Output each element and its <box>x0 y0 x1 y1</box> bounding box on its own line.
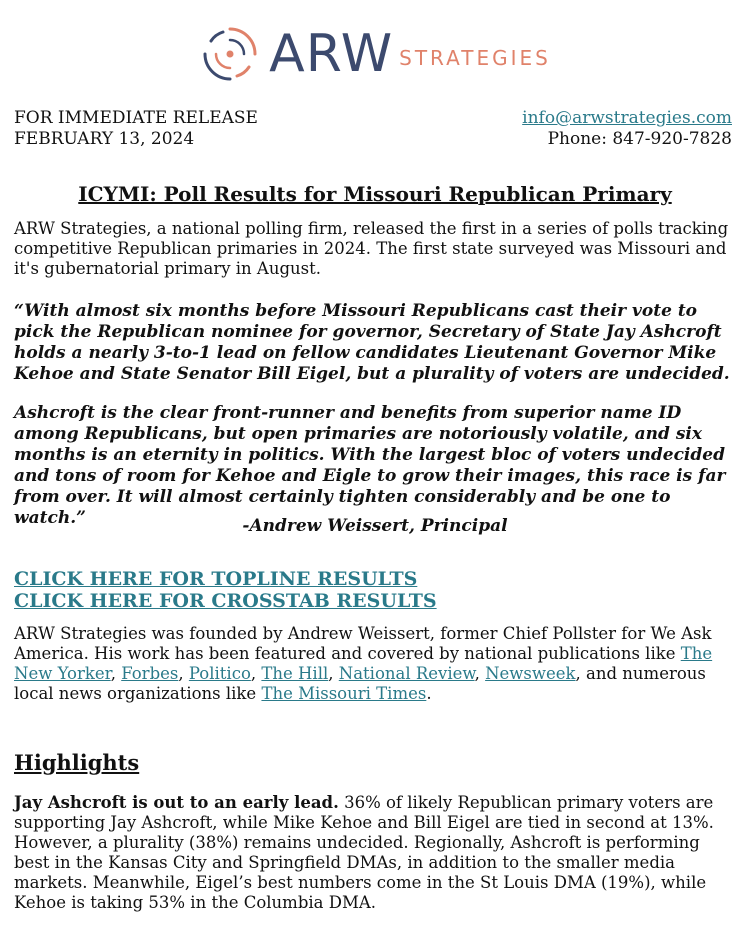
quote-attribution: -Andrew Weissert, Principal <box>242 516 508 536</box>
highlights-paragraph <box>14 793 739 913</box>
about-text-2: , and numerous local news organizations like <box>14 664 706 703</box>
intro-paragraph: ARW Strategies, a national polling firm, released the first in a series of polls tracking competitive Republican primaries in 2024. The first state surveyed was Missouri and it's gubernatorial primary in August. <box>14 219 729 278</box>
local-link-missouri-times[interactable]: The Missouri Times <box>261 684 427 703</box>
logo-secondary: STRATEGIES <box>399 46 551 70</box>
pub-link-national-review[interactable]: National Review <box>338 664 475 683</box>
highlights-heading: Highlights <box>14 750 140 775</box>
highlights-lead: Jay Ashcroft is out to an early lead. <box>14 793 339 812</box>
logo <box>0 14 750 94</box>
release-info <box>14 108 258 150</box>
release-label: FOR IMMEDIATE RELEASE <box>14 108 258 128</box>
about-paragraph: ARW Strategies was founded by Andrew Weissert, former Chief Pollster for We Ask America. His work has been featured and covered by national publications like The New Yorker, Forbes, Politico, The Hill, National Review, Newsweek, and numerous local news organizations like The Missouri Times. <box>14 624 713 703</box>
target-arcs-icon <box>199 23 261 85</box>
email-link[interactable]: info@arwstrategies.com <box>522 108 732 128</box>
quote-paragraph-2: Ashcroft is the clear front-runner and benefits from superior name ID among Republicans, but open primaries are notoriously volatile, and six months is an eternity in politics. With the largest bloc of voters undecided and tons of room for Kehoe and Eigle to grow their images, this race is far from over. It will almost certainly tighten considerably and be one to watch.” <box>14 403 726 528</box>
pub-link-new-yorker[interactable]: The New Yorker <box>14 644 713 683</box>
pub-link-politico[interactable]: Politico <box>188 664 251 683</box>
highlights-body: 36% of likely Republican primary voters are supporting Jay Ashcroft, while Mike Kehoe and Bill Eigel are tied in second at 13%. However, a plurality (38%) remains undecided. Regionally, Ashcroft is performing best in the Kansas City and Springfield DMAs, in addition to the smaller media markets. Meanwhile, Eigel’s best numbers come in the St Louis DMA (19%), while Kehoe is taking 53% in the Columbia DMA. <box>14 793 714 912</box>
contact-info <box>522 108 732 150</box>
crosstab-results-link[interactable]: CLICK HERE FOR CROSSTAB RESULTS <box>14 590 437 612</box>
quote-paragraph-1: “With almost six months before Missouri Republicans cast their vote to pick the Republican nominee for governor, Secretary of State Jay Ashcroft holds a nearly 3-to-1 lead on fellow candidates Lieutenant Governor Mike Kehoe and State Senator Bill Eigel, but a plurality of voters are undecided. <box>14 301 730 384</box>
phone: Phone: 847-920-7828 <box>547 129 732 149</box>
release-date: FEBRUARY 13, 2024 <box>14 129 195 149</box>
pub-link-forbes[interactable]: Forbes <box>121 664 179 683</box>
pub-link-the-hill[interactable]: The Hill <box>261 664 329 683</box>
pub-link-newsweek[interactable]: Newsweek <box>485 664 576 683</box>
logo-primary: ARW <box>269 24 394 84</box>
page-title: ICYMI: Poll Results for Missouri Republican Primary <box>78 182 672 206</box>
about-text: ARW Strategies was founded by Andrew Weissert, former Chief Pollster for We Ask America. His work has been featured and covered by national publications like <box>14 624 712 663</box>
topline-results-link[interactable]: CLICK HERE FOR TOPLINE RESULTS <box>14 568 418 590</box>
about-end: . <box>426 684 432 703</box>
